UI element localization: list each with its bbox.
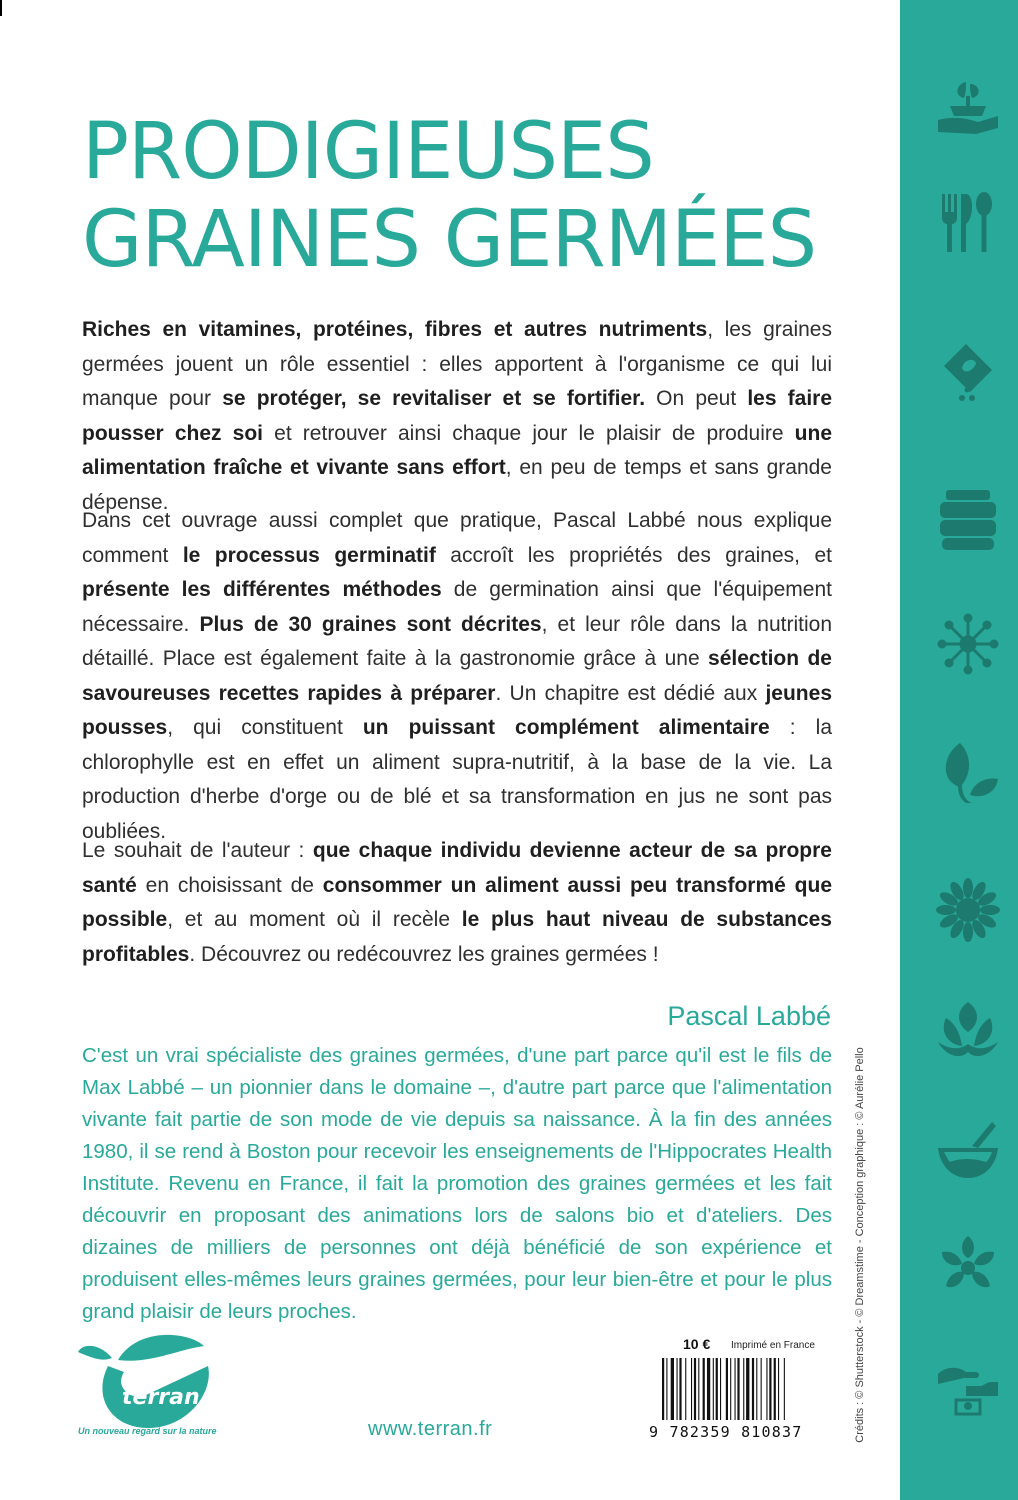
barcode-bar [784,1358,785,1420]
printed-in-label: Imprimé en France [731,1340,815,1351]
flower-petal [936,905,956,915]
text-run: , et leur rôle dans la nutrition détaillé. Place est également faite à la gastronomie grâce à une [82,612,832,670]
barcode-bar [698,1358,699,1420]
bold-phrase: le plus haut niveau de substances profitables [82,908,832,966]
barcode-bar [769,1358,771,1420]
crop-mark [0,0,2,16]
summary-paragraph-3 [82,834,832,972]
bowl-spoon-icon [936,1118,1000,1182]
barcode-bar [671,1358,674,1420]
molecule-icon [936,612,1000,676]
price-label: 10 € [683,1336,711,1352]
publisher-website[interactable]: www.terran.fr [368,1418,493,1440]
hand-plant-icon [936,76,1000,140]
sprouting-jar-icon [936,488,1000,552]
author-name: Pascal Labbé [667,1001,831,1031]
barcode-bar [691,1358,692,1420]
barcode-bar [730,1358,731,1420]
text-run: de germination ainsi que l'équipement nécessaire. [82,578,832,636]
barcode-bar [707,1358,710,1420]
title-line-2: GRAINES GERMÉES [82,195,817,285]
bold-phrase: les faire pousser chez soi [82,387,833,445]
author-bio: C'est un vrai spécialiste des graines germées, d'une part parce qu'il est le fils de Max Labbé – un pionnier dans le domaine –, d'autre part parce que l'alimentation vivante fait partie de son mode de vie depuis sa naissance. À la fin des années 1980, il se rend à Boston pour recevoir les enseignements de l'Hippocrates Health Institute. Revenu en France, il fait la promotion des graines germées et les fait découvrir en proposant des animations lors de salons bio et d'ateliers. Des dizaines de milliers de personnes ont déjà bénéficié de son expérience et produisent elles-mêmes leurs graines germées, pour leur bien-être et pour le plus grand plaisir de leurs proches. [82,1044,832,1323]
summary-paragraph-1 [82,313,832,520]
barcode-bar [766,1358,767,1420]
text-run: , et au moment où il recèle [167,908,462,931]
cutlery-icon [936,190,1000,254]
blossom-icon [936,1232,1000,1296]
barcode-bar [735,1358,736,1420]
text-run: . Un chapitre est dédié aux [495,681,766,705]
barcode-bar [666,1358,667,1420]
barcode-bar [726,1358,728,1420]
barcode-bar [694,1358,696,1420]
barcode-bar [746,1358,749,1420]
barcode-bar [703,1358,705,1420]
leaf-sprout-icon [936,728,1000,792]
text-run: , les graines germées jouent un rôle essentiel : elles apportent à l'organisme ce qui lui manque pour [82,318,832,410]
barcode-bar [752,1358,754,1420]
decorative-sidebar [900,0,1018,1500]
bold-phrase: le processus germinatif [182,543,436,567]
flower-petal [980,905,1000,915]
text-run: On peut [645,387,748,410]
isbn-number: 9 782359 810837 [649,1423,803,1441]
flower-petal [963,922,973,942]
text-run: Dans cet ouvrage aussi complet que pratique, Pascal Labbé nous explique comment [82,509,832,567]
bold-phrase: sélection de savoureuses recettes rapides à préparer [82,647,832,705]
bold-phrase: une alimentation fraîche et vivante sans effort [82,421,833,479]
title-line-1: PRODIGIEUSES [82,107,654,197]
bold-phrase: Riches en vitamines, protéines, fibres et autres nutriments [82,318,708,341]
publisher-tagline: Un nouveau regard sur la nature [78,1426,217,1436]
barcode-bar [743,1358,744,1420]
bold-phrase: présente les différentes méthodes [82,578,442,601]
hands-seed-icon [936,1352,1000,1416]
bold-phrase: se protéger, se revitaliser et se fortifier. [222,387,646,410]
barcode-bar [720,1358,721,1420]
text-run: , en peu de temps et sans grande dépense. [82,456,832,514]
barcode-bar [713,1358,714,1420]
barcode-bar [677,1358,678,1420]
barcode-bar [679,1358,681,1420]
bold-phrase: jeunes pousses [82,681,832,739]
barcode-bar [778,1358,779,1420]
flower-icon [936,878,1000,942]
text-run: et retrouver ainsi chaque jour le plaisir de produire [263,421,795,445]
text-run: en choisissant de [136,873,323,897]
lotus-icon [936,1000,1000,1064]
image-credits [840,1047,880,1443]
text-run: accroît les propriétés des graines, et [435,543,832,567]
logo-wordmark: terran [122,1385,200,1410]
barcode-bar [756,1358,757,1420]
barcode-bar [737,1358,739,1420]
text-run: : la chlorophylle est en effet un aliment supra-nutritif, à la base de la vie. La production d'herbe d'orge ou de blé et sa transformation en jus ne sont pas oubliées. [82,716,832,843]
text-run: , qui constituent [167,716,363,739]
barcode-bar [761,1358,762,1420]
isbn-barcode [660,1358,828,1420]
flower-petal [963,878,973,898]
text-run: . Découvrez ou redécouvrez les graines germées ! [189,942,659,966]
barcode-bar [662,1358,664,1420]
bold-phrase: consommer un aliment aussi peu transformé que possible [82,873,832,931]
barcode-bar [716,1358,718,1420]
book-title [82,108,842,284]
barcode-bar [774,1358,776,1420]
credits-text: Crédits : © Shutterstock - © Dreamstime - Conception graphique : © Aurélie Pello [854,1047,866,1443]
bold-phrase: Plus de 30 graines sont décrites [199,612,542,636]
bold-phrase: un puissant complément alimentaire [362,716,770,739]
barcode-bar [685,1358,686,1420]
bold-phrase: que chaque individu devienne acteur de sa propre santé [82,839,832,897]
text-run: Le souhait de l'auteur : [82,839,313,862]
seed-packet-icon [936,340,1000,404]
summary-paragraph-2 [82,504,832,849]
